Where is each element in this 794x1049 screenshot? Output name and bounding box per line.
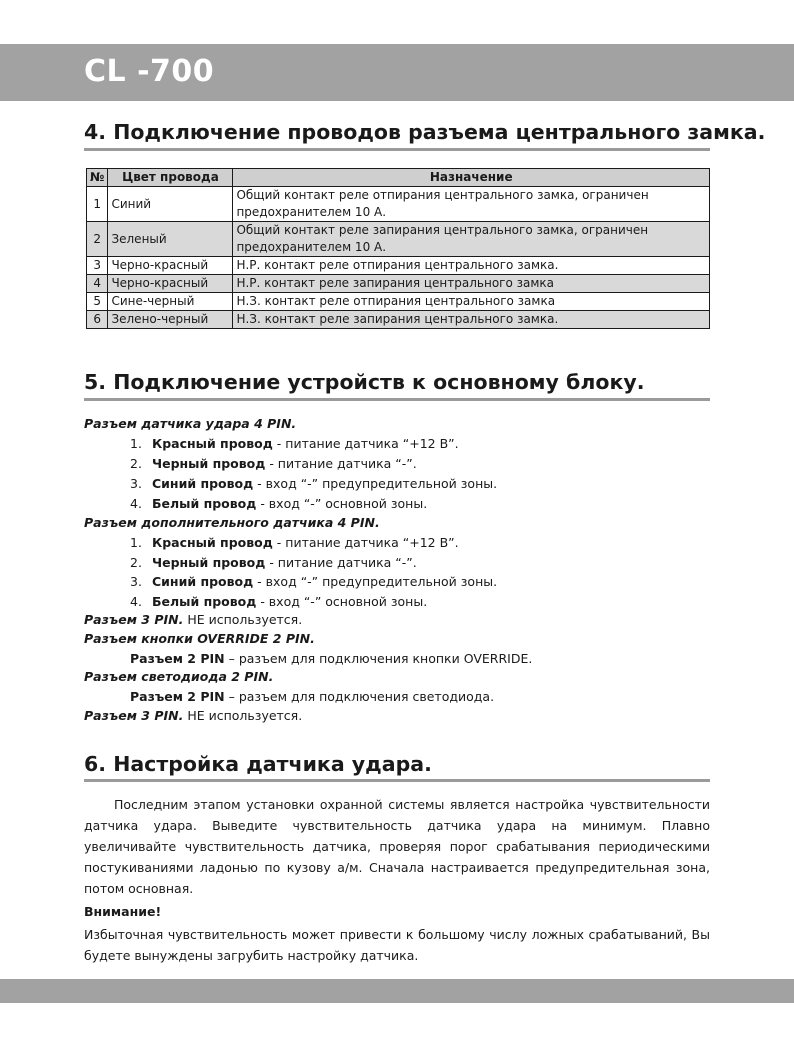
col-num-header: № [87,169,108,187]
shock-connector-title: Разъем датчика удара 4 PIN. [84,416,297,431]
warning-title: Внимание! [84,904,162,919]
override-pin-label: Разъем 2 PIN [130,651,225,666]
item-desc: - питание датчика “-”. [265,555,417,570]
item-wire: Черный провод [152,456,266,471]
row-purpose: Н.Р. контакт реле запирания центрального замка [233,275,710,293]
list-item [130,555,417,570]
item-number: 3. [130,476,142,491]
row-color: Черно-красный [108,275,233,293]
wire-table [86,168,710,329]
item-number: 1. [130,436,142,451]
led-pin-desc: – разъем для подключения светодиода. [224,689,495,704]
section-4-rule [84,148,710,151]
item-wire: Белый провод [152,594,257,609]
list-item [130,456,417,471]
list-item [130,496,427,511]
row-num: 1 [87,187,108,222]
item-wire: Синий провод [152,574,254,589]
item-wire: Белый провод [152,496,257,511]
row-num: 4 [87,275,108,293]
footer-bar [0,979,794,1003]
item-desc: - вход “-” предупредительной зоны. [253,574,498,589]
row-purpose-line: Общий контакт реле запирания центрального замка, ограничен [236,223,649,237]
row-purpose: Н.З. контакт реле отпирания центрального замка [233,293,710,311]
item-desc: - питание датчика “-”. [265,456,417,471]
pin3-connector-title: Разъем 3 PIN. [84,612,184,627]
row-purpose: Н.З. контакт реле запирания центрального замка. [233,311,710,329]
col-color-header: Цвет провода [108,169,233,187]
led-connector-desc [130,689,494,704]
table-row [87,293,710,311]
item-wire: Красный провод [152,436,273,451]
row-color: Синий [108,187,233,222]
table-row [87,257,710,275]
table-row [87,275,710,293]
warning-text: Избыточная чувствительность может привести к большому числу ложных срабатываний, Вы будете вынуждены загрубить настройку датчика. [84,927,710,963]
row-color: Черно-красный [108,257,233,275]
row-purpose [233,222,710,257]
list-item [130,436,459,451]
section-4-heading: 4. Подключение проводов разъема центрального замка. [84,120,766,144]
table-row [87,187,710,222]
led-pin-label: Разъем 2 PIN [130,689,225,704]
item-desc: - вход “-” основной зоны. [256,496,428,511]
row-purpose-line: предохранителем 10 А. [236,240,387,254]
table-row [87,222,710,257]
list-item [130,476,497,491]
item-wire: Синий провод [152,476,254,491]
table-header-row [87,169,710,187]
row-color: Зеленый [108,222,233,257]
col-purpose-header: Назначение [233,169,710,187]
override-connector-desc [130,651,532,666]
item-wire: Красный провод [152,535,273,550]
item-number: 3. [130,574,142,589]
item-desc: - вход “-” основной зоны. [256,594,428,609]
list-item [130,535,459,550]
section-5-rule [84,398,710,401]
pin3-connector-title: Разъем 3 PIN. [84,708,184,723]
item-number: 4. [130,594,142,609]
row-purpose [233,187,710,222]
pin3-connector-note: НЕ используется. [183,612,303,627]
row-purpose-line: Общий контакт реле отпирания центрального замка, ограничен [236,188,649,202]
row-purpose-line: предохранителем 10 А. [236,205,387,219]
item-desc: - вход “-” предупредительной зоны. [253,476,498,491]
pin3-connector-line [84,612,302,627]
item-desc: - питание датчика “+12 В”. [272,436,459,451]
shock-sensor-paragraph: Последним этапом установки охранной системы является настройка чувствительности датчика удара. Выведите чувствительность датчика удара на минимум. Плавно увеличивайте чувствительность датчика, проверяя порог срабатывания периодическими постукиваниями ладонью по кузову а/м. Сначала настраивается предупредительная зона, потом основная. [84,797,710,896]
header-bar [0,44,794,101]
section-6-heading: 6. Настройка датчика удара. [84,752,432,776]
row-num: 2 [87,222,108,257]
model-title: CL -700 [84,54,215,89]
pin3-connector-line [84,708,302,723]
item-number: 4. [130,496,142,511]
item-number: 2. [130,555,142,570]
override-connector-title: Разъем кнопки OVERRIDE 2 PIN. [84,631,315,646]
row-num: 5 [87,293,108,311]
row-purpose: Н.Р. контакт реле отпирания центрального замка. [233,257,710,275]
row-color: Сине-черный [108,293,233,311]
item-desc: - питание датчика “+12 В”. [272,535,459,550]
list-item [130,594,427,609]
item-number: 2. [130,456,142,471]
list-item [130,574,497,589]
extra-connector-title: Разъем дополнительного датчика 4 PIN. [84,515,380,530]
section-5-heading: 5. Подключение устройств к основному блоку. [84,370,645,394]
led-connector-title: Разъем светодиода 2 PIN. [84,669,274,684]
item-wire: Черный провод [152,555,266,570]
row-num: 6 [87,311,108,329]
row-color: Зелено-черный [108,311,233,329]
section-6-rule [84,779,710,782]
override-pin-desc: – разъем для подключения кнопки OVERRIDE. [224,651,533,666]
table-row [87,311,710,329]
pin3-connector-note: НЕ используется. [183,708,303,723]
item-number: 1. [130,535,142,550]
row-num: 3 [87,257,108,275]
